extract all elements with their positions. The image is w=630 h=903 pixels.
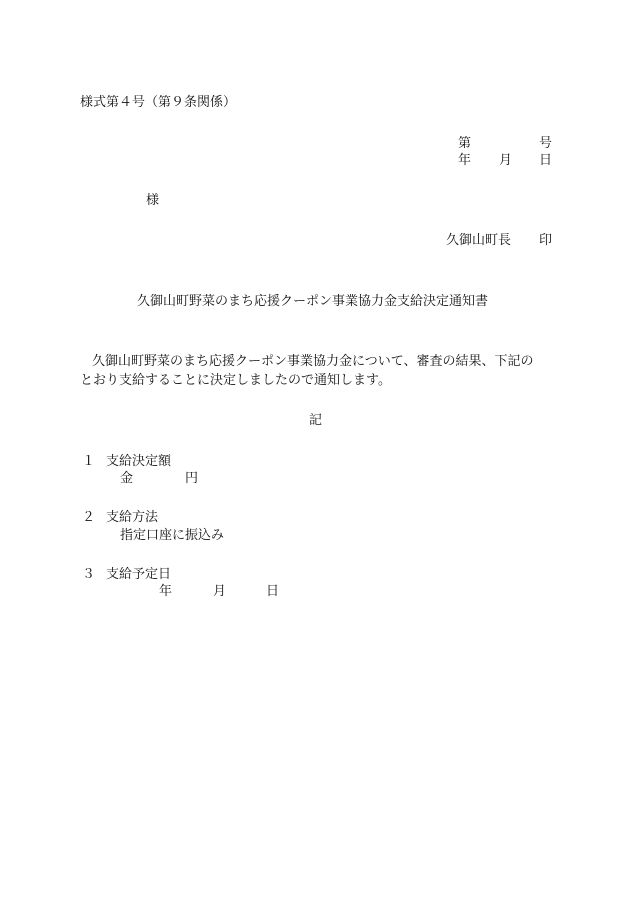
doc-number-suffix: 号 <box>539 136 553 151</box>
body-line-1: 久御山町野菜のまち応援クーポン事業協力金について、審査の結果、下記の <box>92 354 534 369</box>
issue-date-month: 月 <box>499 153 513 168</box>
amount-prefix: 金 <box>120 471 134 486</box>
body-line-2: とおり支給することに決定しましたので通知します。 <box>80 373 391 388</box>
amount-suffix: 円 <box>185 471 199 486</box>
form-number: 様式第４号（第９条関係） <box>80 95 237 110</box>
issuer-seal: 印 <box>539 233 553 248</box>
payment-date-year: 年 <box>159 584 173 599</box>
issue-date-year: 年 <box>458 153 472 168</box>
ki-heading: 記 <box>309 413 323 428</box>
addressee-suffix: 様 <box>146 193 160 208</box>
item-number: ２ <box>82 510 96 525</box>
payment-date-month: 月 <box>213 584 227 599</box>
item-number: ３ <box>82 567 96 582</box>
item-heading-date: 支給予定日 <box>106 567 172 582</box>
item-heading-amount: 支給決定額 <box>106 454 172 469</box>
payment-date-day: 日 <box>266 584 280 599</box>
issue-date-day: 日 <box>539 153 553 168</box>
issuer-name: 久御山町長 <box>446 233 512 248</box>
item-heading-method: 支給方法 <box>106 510 159 525</box>
document-title: 久御山町野菜のまち応援クーポン事業協力金支給決定通知書 <box>137 294 489 309</box>
payment-method: 指定口座に振込み <box>120 528 225 543</box>
item-number: １ <box>82 454 96 469</box>
doc-number-prefix: 第 <box>458 136 472 151</box>
